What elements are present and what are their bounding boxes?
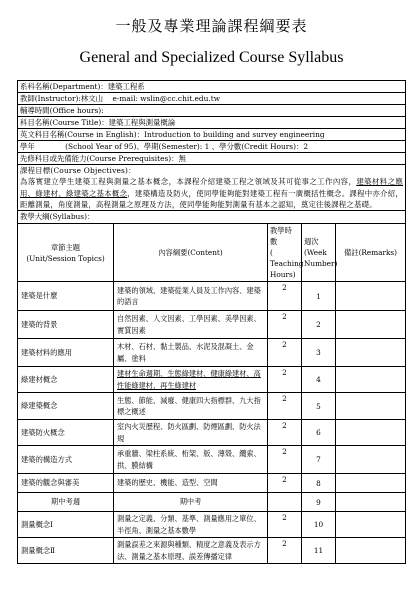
week-cell: 2 <box>302 311 336 339</box>
page-title-en: General and Specialized Course Syllabus <box>79 49 344 66</box>
course-title-en-row: 英文科目名稱(Course in English)：Introduction to building and survey engineering <box>18 129 405 141</box>
header-hours <box>268 224 302 282</box>
unit-cell: 建築是什麼 <box>18 282 114 311</box>
remarks-cell <box>336 493 406 512</box>
remarks-cell <box>336 512 406 538</box>
instructor-name: 教師(Instructor):林文山 <box>20 94 104 103</box>
content-cell: 測量之定義、分類、基準、測量應用之單位、半徑角、測量之基本數學 <box>114 512 268 538</box>
syllabus-page <box>17 0 406 564</box>
week-cell: 9 <box>302 493 336 512</box>
remarks-cell <box>336 474 406 493</box>
objectives-text <box>20 176 403 210</box>
course-title-row: 科目名稱(Course Title)：建築工程與測量概論 <box>18 117 405 129</box>
table-header-row <box>18 224 406 282</box>
syllabus-table <box>17 224 406 564</box>
table-row <box>18 367 406 393</box>
header-unit-en: (Unit/Session Topics) <box>26 253 105 263</box>
header-remarks: 備註(Remarks) <box>336 224 406 282</box>
header-week-3: Number) <box>304 259 338 269</box>
syllabus-label: 教學大綱(Syllabus)： <box>18 211 405 224</box>
instructor-row <box>18 93 405 105</box>
hours-cell: 2 <box>268 474 302 493</box>
header-week-1: 週次 <box>304 237 319 247</box>
table-row <box>18 339 406 367</box>
unit-cell: 建築材料的應用 <box>18 339 114 367</box>
content-cell: 室內火災歷程、防火區劃、防煙區劃、防火法規 <box>114 420 268 446</box>
instructor-email[interactable]: e-mail: wslin@cc.chit.edu.tw <box>112 94 221 103</box>
week-cell: 6 <box>302 420 336 446</box>
header-week <box>302 224 336 282</box>
table-row <box>18 420 406 446</box>
remarks-cell <box>336 282 406 311</box>
header-content: 內容綱要(Content) <box>114 224 268 282</box>
table-row <box>18 311 406 339</box>
remarks-cell <box>336 420 406 446</box>
hours-cell: 2 <box>268 538 302 564</box>
unit-cell: 綠建築概念 <box>18 393 114 420</box>
remarks-cell <box>336 367 406 393</box>
credit-hours: 、學分數(Credit Hours)：2 <box>211 142 309 151</box>
remarks-cell <box>336 538 406 564</box>
week-cell: 5 <box>302 393 336 420</box>
content-cell: 木材、石材、黏土製品、水泥及混凝土、金屬、塗料 <box>114 339 268 367</box>
office-hours-row: 輔導時間(Office hours): <box>18 105 405 117</box>
week-cell: 11 <box>302 538 336 564</box>
unit-cell: 建築的背景 <box>18 311 114 339</box>
header-unit <box>18 224 114 282</box>
unit-cell: 建築的構造方式 <box>18 446 114 474</box>
content-cell: 承重牆、梁柱系統、桁架、版、薄殼、纜索、拱、膜結構 <box>114 446 268 474</box>
unit-cell: 建築防火概念 <box>18 420 114 446</box>
content-cell: 生態、節能、減廢、健康四大指標群、九大指標之概述 <box>114 393 268 420</box>
content-cell: 建築的領域、建築從業人員及工作內容、建築的語言 <box>114 282 268 311</box>
hours-cell: 2 <box>268 420 302 446</box>
week-cell: 1 <box>302 282 336 311</box>
objectives-label: 課程目標(Course Objectives)： <box>20 166 136 175</box>
content-cell: 測量誤差之來源與種類、精度之意義及表示方法、測量之基本原理、誤差傳播定律 <box>114 538 268 564</box>
school-year-label: 學年 <box>20 142 35 151</box>
syllabus-rows <box>18 282 406 564</box>
table-row <box>18 512 406 538</box>
header-hours-3: Hours) <box>270 270 296 280</box>
remarks-cell <box>336 311 406 339</box>
week-cell: 7 <box>302 446 336 474</box>
remarks-cell <box>336 339 406 367</box>
content-cell: 期中考 <box>114 493 268 512</box>
week-cell: 8 <box>302 474 336 493</box>
table-row <box>18 538 406 564</box>
header-unit-zh: 章節主題 <box>50 242 81 252</box>
unit-cell: 測量概念Ⅰ <box>18 512 114 538</box>
school-year-detail: (School Year of 95)、學期(Semester): <box>65 142 203 151</box>
week-cell: 4 <box>302 367 336 393</box>
remarks-cell <box>336 446 406 474</box>
week-cell: 3 <box>302 339 336 367</box>
objectives-part-1: 為落實建立學生建築工程與測量之基本概念，本課程介紹建築工程之領域及其可從事之工作內容， <box>20 177 357 187</box>
table-row <box>18 493 406 512</box>
header-hours-2: ( Teaching <box>270 248 304 269</box>
hours-cell: 2 <box>268 512 302 538</box>
hours-cell <box>268 493 302 512</box>
table-row <box>18 446 406 474</box>
prerequisites-row: 先修科目或先備能力(Course Prerequisites)：無 <box>18 153 405 165</box>
table-row <box>18 393 406 420</box>
unit-cell: 測量概念Ⅱ <box>18 538 114 564</box>
semester-row <box>18 141 405 153</box>
unit-cell: 綠建材概念 <box>18 367 114 393</box>
hours-cell: 2 <box>268 393 302 420</box>
content-cell: 建築的歷史、機能、造型、空間 <box>114 474 268 493</box>
table-row <box>18 282 406 311</box>
course-info-table <box>17 80 406 224</box>
objectives-underlined: 建築材料之應用、綠建材、綠建築之基本概念 <box>20 177 404 198</box>
page-title-zh: 一般及專業理論課程綱要表 <box>115 17 308 35</box>
objectives-block <box>18 165 405 211</box>
content-cell: 自然因素、人文因素、工學因素、美學因素、實質因素 <box>114 311 268 339</box>
hours-cell: 2 <box>268 311 302 339</box>
unit-cell: 建築的觀念與審美 <box>18 474 114 493</box>
content-cell: 建材生命週期、生態綠建材、健康綠建材、高性能綠建材、再生綠建材 <box>114 367 268 393</box>
hours-cell: 2 <box>268 446 302 474</box>
objectives-part-2: ，建築構造及防火，使同學能夠能對建築工程有一廣概括性概念。課程中亦介紹，距離測量，角度測量，高程測量之原理及方法，使同學能夠能對測量有基本之認知，奠定往後課程之基礎。 <box>20 188 403 209</box>
remarks-cell <box>336 393 406 420</box>
semester-value: 1 <box>204 142 210 151</box>
header-week-2: (Week <box>304 248 327 258</box>
week-cell: 10 <box>302 512 336 538</box>
header-hours-1: 教學時數 <box>270 226 292 247</box>
hours-cell: 2 <box>268 367 302 393</box>
unit-cell: 期中考週 <box>18 493 114 512</box>
department-row: 系科名稱(Department)：建築工程系 <box>18 81 405 93</box>
table-row <box>18 474 406 493</box>
hours-cell: 2 <box>268 282 302 311</box>
hours-cell: 2 <box>268 339 302 367</box>
